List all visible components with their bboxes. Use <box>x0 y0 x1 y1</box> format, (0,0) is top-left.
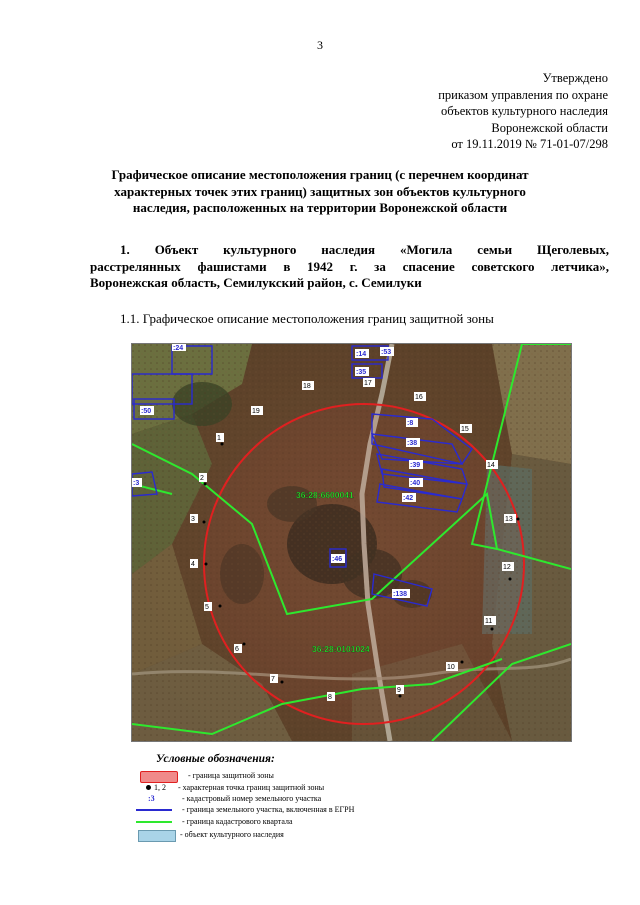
approval-line: Воронежской области <box>491 120 608 135</box>
title-line: характерных точек этих границ) защитных зон объектов культурного <box>114 183 526 199</box>
svg-text::38: :38 <box>407 440 418 447</box>
object-line: Воронежская область, Семилукский район, с. Семилуки <box>90 275 422 290</box>
svg-text:2: 2 <box>200 475 204 482</box>
legend-quarter: - граница кадастрового квартала <box>136 817 476 829</box>
svg-text::3: :3 <box>133 480 140 487</box>
approval-line: Утверждено <box>542 71 608 85</box>
svg-text::8: :8 <box>407 420 414 427</box>
point-icon <box>146 785 151 790</box>
svg-text:6: 6 <box>235 646 239 653</box>
svg-text::53: :53 <box>381 349 392 356</box>
svg-text:3: 3 <box>191 516 195 523</box>
zone-boundary <box>204 404 524 724</box>
legend-points: 1, 2 - характерная точка границ защитной зоны <box>136 783 476 795</box>
document-title <box>90 167 550 217</box>
svg-text:15: 15 <box>461 426 469 433</box>
approval-line: объектов культурного наследия <box>441 104 608 118</box>
svg-text::138: :138 <box>393 591 408 598</box>
legend-title: Условные обозначения: <box>156 753 275 765</box>
object-line: 1. Объект культурного наследия «Могила семьи Щеголевых, <box>120 242 609 257</box>
svg-text::40: :40 <box>410 480 421 487</box>
map-canvas <box>132 344 571 741</box>
svg-text:1: 1 <box>217 435 221 442</box>
object-heading <box>90 242 609 292</box>
svg-text::42: :42 <box>403 495 414 502</box>
svg-text:11: 11 <box>485 618 493 625</box>
svg-text:17: 17 <box>364 380 372 387</box>
svg-text:10: 10 <box>447 664 455 671</box>
svg-text::35: :35 <box>356 369 367 376</box>
svg-text:8: 8 <box>328 694 332 701</box>
legend-zone: - граница защитной зоны <box>136 771 476 783</box>
svg-text::46: :46 <box>332 556 343 563</box>
approval-block <box>438 70 608 153</box>
zone-swatch-icon <box>140 771 178 783</box>
title-line: Графическое описание местоположения границ (с перечнем координат <box>111 167 529 182</box>
svg-text::50: :50 <box>141 408 152 415</box>
quarter-label: 36:28:0101024 <box>312 644 370 654</box>
svg-text:12: 12 <box>503 564 511 571</box>
svg-text:13: 13 <box>505 516 513 523</box>
section-subheading: 1.1. Графическое описание местоположения границ защитной зоны <box>120 311 494 326</box>
svg-text:9: 9 <box>397 687 401 694</box>
page-number: 3 <box>317 38 323 52</box>
svg-text:18: 18 <box>303 383 311 390</box>
svg-text:5: 5 <box>205 604 209 611</box>
approval-line: приказом управления по охране <box>438 87 608 102</box>
svg-text:14: 14 <box>487 462 495 469</box>
svg-text:7: 7 <box>271 676 275 683</box>
svg-text:16: 16 <box>415 394 423 401</box>
parcel-line-icon <box>136 809 172 811</box>
quarter-line-icon <box>136 821 172 823</box>
svg-text:19: 19 <box>252 408 260 415</box>
svg-text::39: :39 <box>410 462 421 469</box>
legend-heritage: - объект культурного наследия <box>136 830 476 842</box>
svg-text:4: 4 <box>191 561 195 568</box>
quarter-label: 36:28:6600041 <box>296 490 354 500</box>
legend-cadastral: :3 - кадастровый номер земельного участка <box>148 794 322 803</box>
heritage-swatch-icon <box>138 830 176 842</box>
title-line: наследия, расположенных на территории Воронежской области <box>132 200 508 215</box>
object-line: расстрелянных фашистами в 1942 г. за спасение советского летчика», <box>90 258 609 274</box>
svg-text::24: :24 <box>173 345 184 352</box>
legend-parcel: - граница земельного участка, включенная в ЕГРН <box>136 805 476 817</box>
map-image <box>131 343 572 742</box>
approval-line: от 19.11.2019 № 71-01-07/298 <box>451 137 608 151</box>
map-legend <box>136 753 476 853</box>
svg-text::14: :14 <box>356 351 367 358</box>
